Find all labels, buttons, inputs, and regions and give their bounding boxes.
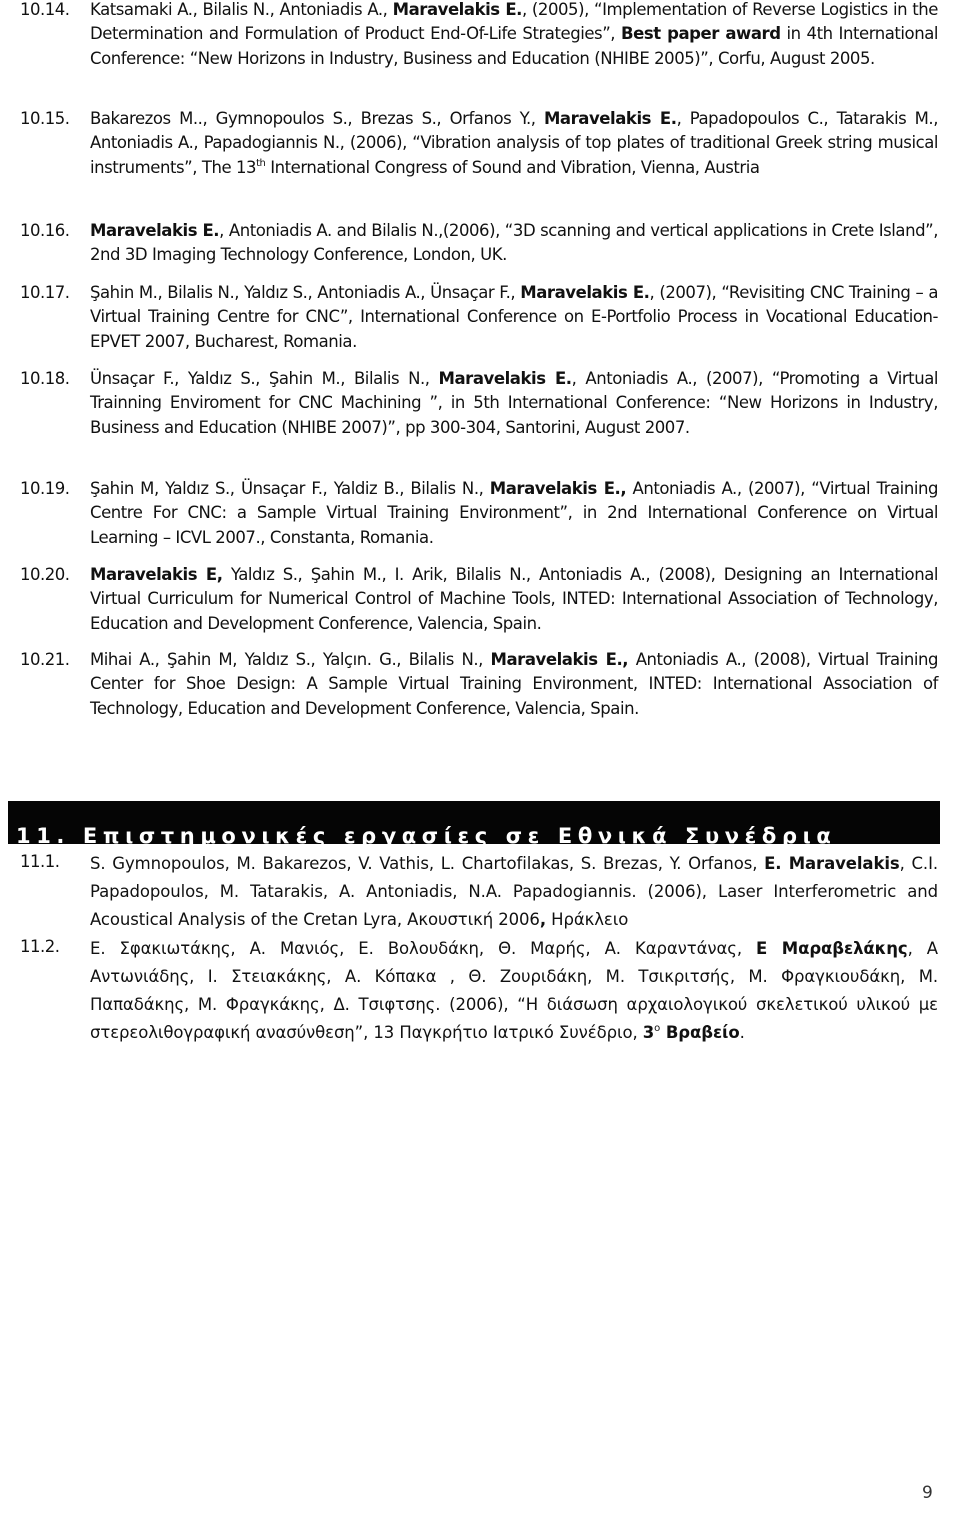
reference-text	[90, 107, 938, 180]
bold-text-segment: Ε Μαραβελάκης	[756, 939, 908, 958]
text-segment: .	[739, 1023, 745, 1042]
text-segment: Yaldız S., Şahin M., I. Arik, Bilalis N., Antoniadis A., (2008), Designing an International Virtual Curriculum for Numerical Control of Machine Tools, INTED: International Association of Technology, Education and Development Conference, Valencia, Spain.	[90, 565, 938, 633]
bold-text-segment: Maravelakis E.	[520, 283, 650, 302]
reference-number: 11.1.	[20, 852, 60, 871]
reference-number: 10.17.	[20, 283, 70, 302]
text-segment: , Papadopoulos C., Tatarakis M., Antoniadis A., Papadogiannis N., (2006), “Vibration analysis of top plates of traditional Greek string musical instruments”, The 13	[90, 109, 938, 177]
bold-text-segment: Maravelakis E.	[543, 109, 677, 128]
text-segment: Antoniadis A., (2007), “Virtual Training Centre For CNC: a Sample Virtual Training Environment”, in 2nd International Conference on Virtual Learning – ICVL 2007., Constanta, Romania.	[90, 479, 938, 547]
bold-text-segment: Maravelakis E.,	[489, 479, 627, 498]
reference-number: 10.14.	[20, 0, 70, 19]
text-segment: in 4th International Conference: “New Horizons in Industry, Business and Education (NHIBE 2005)”, Corfu, August 2005.	[90, 24, 939, 68]
section-heading: 11. Επιστημονικές εργασίες σε Εθνικά Συνέδρια	[16, 824, 837, 848]
bold-text-segment: Maravelakis E.	[438, 369, 572, 388]
text-segment: , Antoniadis A., (2007), “Promoting a Virtual Trainning Enviroment for CNC Machining ”, in 5th International Conference: “New Horizons in Industry, Business and Education (NHIBE 2007)”, pp 300-304, Santorini, August 2007.	[90, 369, 939, 437]
reference-text	[90, 0, 938, 71]
reference-text	[90, 477, 938, 550]
bold-text-segment: Maravelakis E,	[90, 565, 223, 584]
bold-text-segment: ,	[539, 910, 547, 929]
text-segment: International Congress of Sound and Vibration, Vienna, Austria	[265, 157, 760, 177]
text-segment: , (2005), “Implementation of Reverse Logistics in the Determination and Formulation of Product End-Of-Life Strategies”,	[90, 0, 938, 44]
reference-number: 10.19.	[20, 479, 70, 498]
text-segment: Antoniadis A., (2008), Virtual Training Center for Shoe Design: A Sample Virtual Training Environment, INTED: International Association of Technology, Education and Development Conference, Valencia, Spain.	[90, 650, 938, 718]
bold-text-segment: Βραβείο	[660, 1023, 740, 1042]
reference-number: 10.18.	[20, 369, 70, 388]
text-segment: , Α Αντωνιάδης, Ι. Στειακάκης, Α. Κόπακα , Θ. Ζουριδάκη, Μ. Τσικριτσής, Μ. Φραγκιουδάκη, Μ. Παπαδάκης, Μ. Φραγκάκης, Δ. Τσιφτσης. (2006), “Η διάσωση αρχαιολογικού σκελετικού υλικού με στερεολιθογραφική ανασύνθεση”, 13 Παγκρήτιο Ιατρικό Συνέδριο,	[90, 939, 938, 1042]
bold-text-segment: 3	[642, 1023, 655, 1042]
text-segment: Katsamaki A., Bilalis N., Antoniadis A.,	[90, 0, 393, 19]
reference-text	[90, 281, 938, 354]
reference-number: 10.16.	[20, 221, 70, 240]
text-segment: , Antoniadis A. and Bilalis N.,(2006), “3D scanning and vertical applications in Crete Island”, 2nd 3D Imaging Technology Conference, London, UK.	[90, 221, 938, 265]
text-segment: Şahin M, Yaldız S., Ünsaçar F., Yaldiz B., Bilalis N.,	[90, 479, 490, 498]
text-segment: Bakarezos M.., Gymnopoulos S., Brezas S., Orfanos Y.,	[90, 109, 544, 128]
reference-number: 11.2.	[20, 937, 60, 956]
superscript-text: th	[256, 157, 266, 169]
text-segment: Ηράκλειο	[546, 910, 629, 929]
reference-text	[90, 935, 938, 1047]
text-segment: Şahin M., Bilalis N., Yaldız S., Antoniadis A., Ünsaçar F.,	[90, 283, 521, 302]
text-segment: , C.I. Papadopoulos, M. Tatarakis, A. Antoniadis, N.A. Papadogiannis. (2006), Laser Interferometric and Acoustical Analysis of the Cretan Lyra, Ακουστική 2006	[90, 854, 938, 929]
text-segment: , (2007), “Revisiting CNC Training – a Virtual Training Centre for CNC”, International Conference on E-Portfolio Process in Vocational Education- EPVET 2007, Bucharest, Romania.	[90, 283, 938, 351]
bold-text-segment: Maravelakis E.	[392, 0, 522, 19]
text-segment: Mihai A., Şahin M, Yaldız S., Yalçın. G., Bilalis N.,	[90, 650, 491, 669]
superscript-text: ο	[654, 1023, 661, 1034]
reference-number: 10.20.	[20, 565, 70, 584]
page-number: 9	[922, 1483, 933, 1503]
text-segment: S. Gymnopoulos, M. Bakarezos, V. Vathis, L. Chartofilakas, S. Brezas, Y. Orfanos,	[90, 854, 765, 873]
reference-text	[90, 648, 938, 721]
bold-text-segment: E. Maravelakis	[764, 854, 900, 873]
reference-text	[90, 850, 938, 934]
bold-text-segment: Best paper award	[621, 24, 781, 44]
reference-text	[90, 219, 938, 268]
reference-number: 10.21.	[20, 650, 70, 669]
reference-number: 10.15.	[20, 109, 70, 128]
bold-text-segment: Maravelakis E.	[90, 221, 220, 240]
text-segment: Ünsaçar F., Yaldız S., Şahin M., Bilalis N.,	[90, 369, 439, 388]
bold-text-segment: Maravelakis E.,	[490, 650, 629, 669]
reference-text	[90, 563, 938, 636]
text-segment: Ε. Σφακιωτάκης, Α. Μανιός, Ε. Βολουδάκη, Θ. Μαρής, Α. Καραντάνας,	[90, 939, 757, 958]
reference-text	[90, 367, 938, 440]
